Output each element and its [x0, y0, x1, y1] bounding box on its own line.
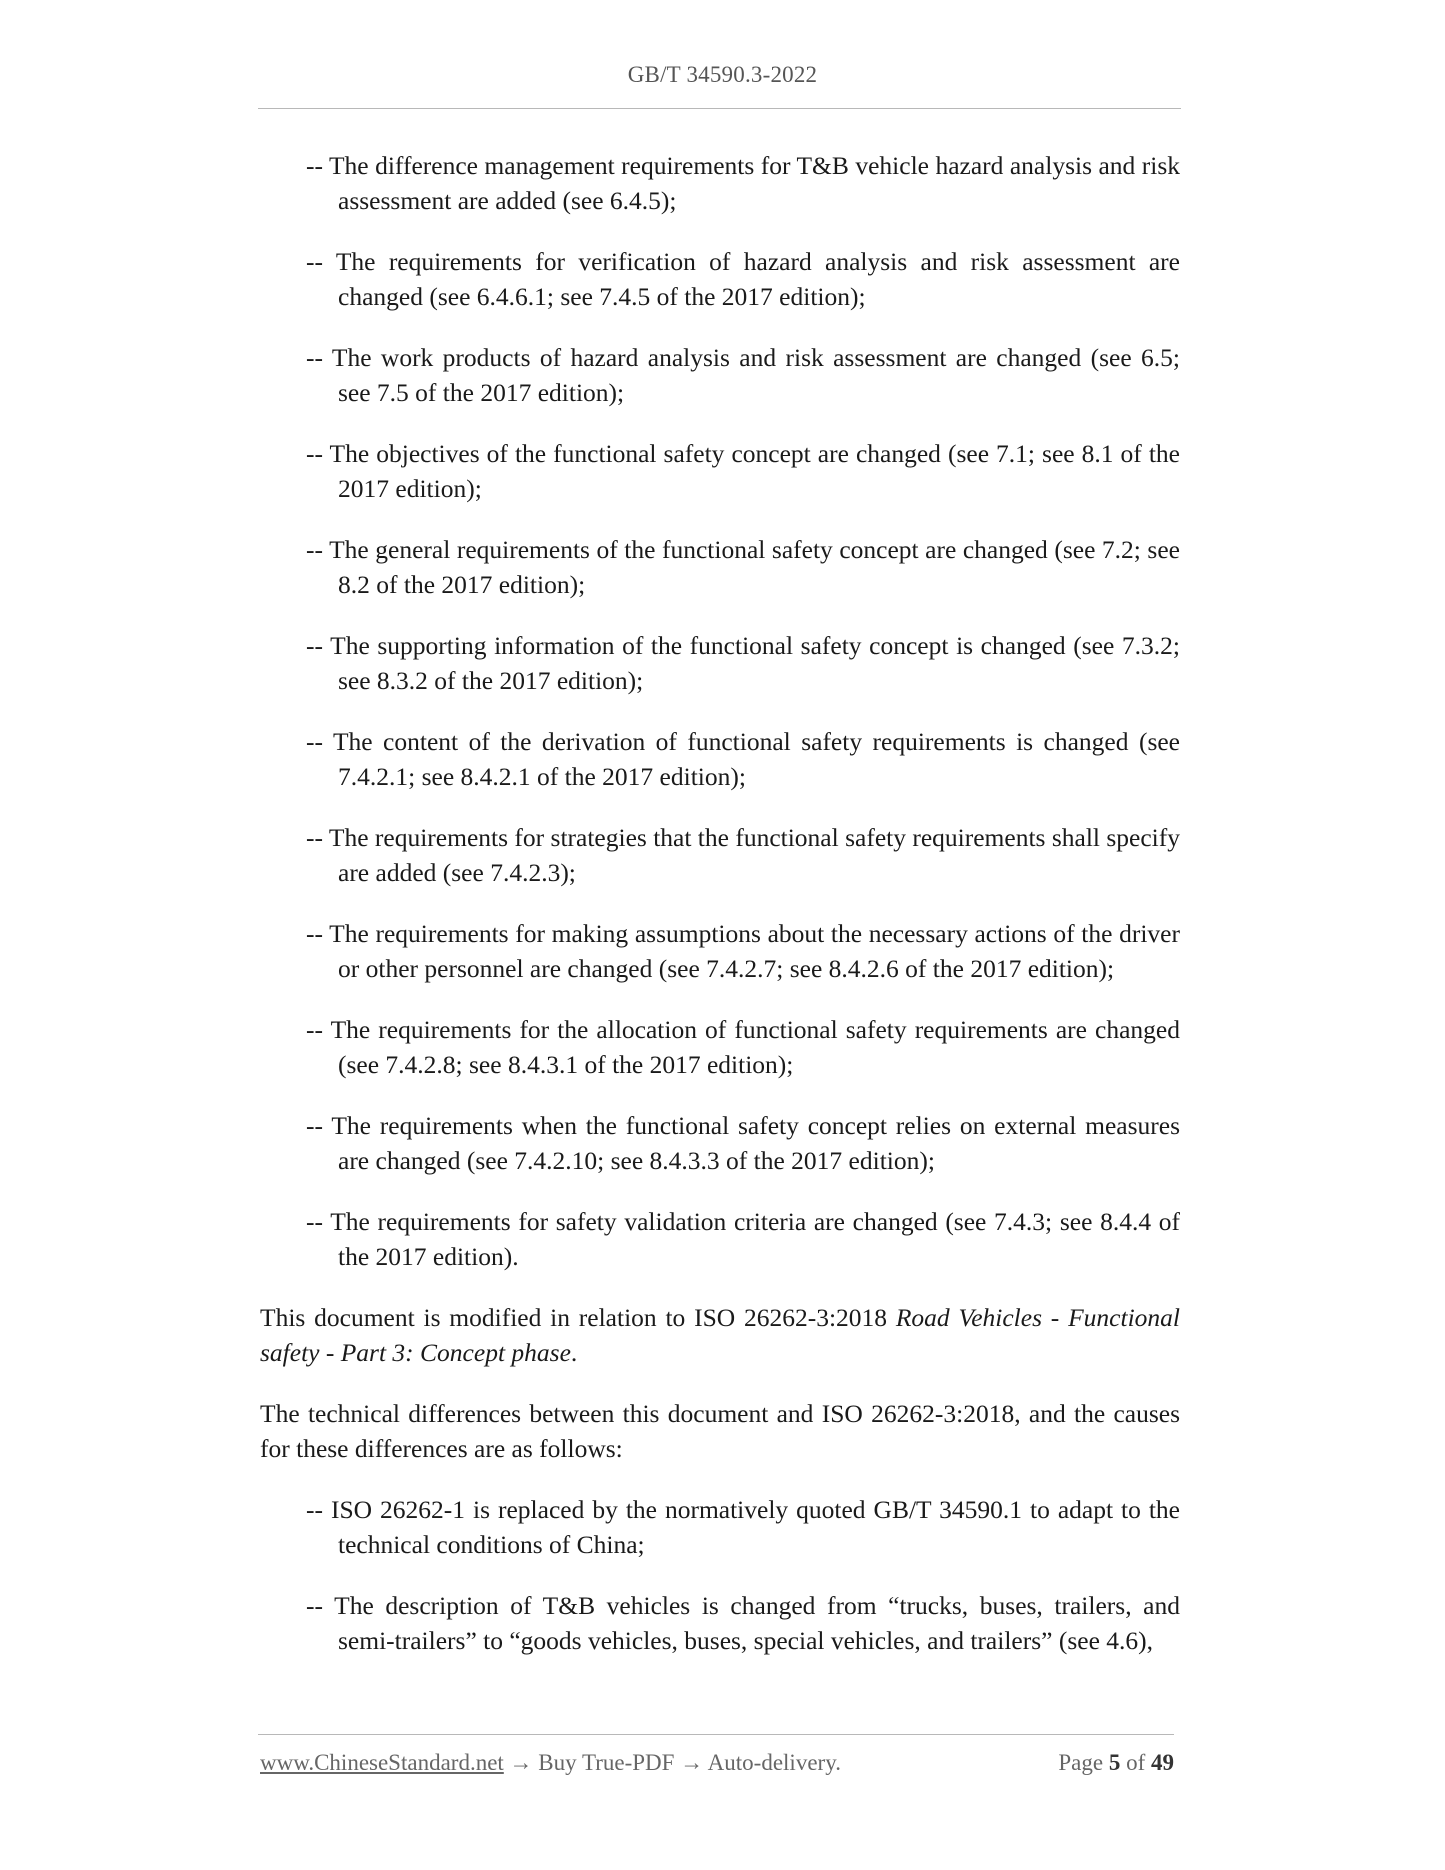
document-code-header: GB/T 34590.3-2022 [627, 62, 818, 87]
list-item: -- The requirements for safety validation criteria are changed (see 7.4.3; see 8.4.4 of the 2017 edition). [306, 1207, 1180, 1271]
page-number [1058, 1750, 1174, 1776]
modification-suffix: . [570, 1338, 578, 1367]
footer-promo [260, 1750, 841, 1776]
auto-delivery-text: Auto-delivery. [707, 1750, 841, 1775]
buy-pdf-text: Buy True-PDF [538, 1750, 675, 1775]
list-item: -- The requirements for strategies that the functional safety requirements shall specify are added (see 7.4.2.3); [306, 823, 1181, 887]
arrow-icon: → [674, 1750, 708, 1775]
list-item: -- The requirements when the functional safety concept relies on external measures are changed (see 7.4.2.10; see 8.4.3.3 of the 2017 edition); [306, 1111, 1180, 1175]
page-content [260, 148, 1180, 1684]
page-label: Page [1058, 1750, 1109, 1775]
list-item: -- The objectives of the functional safety concept are changed (see 7.1; see 8.1 of the 2017 edition); [306, 439, 1180, 503]
list-item: -- The difference management requirements for T&B vehicle hazard analysis and risk assessment are added (see 6.4.5); [306, 151, 1180, 215]
page-current: 5 [1108, 1750, 1121, 1775]
modification-prefix: This document is modified in relation to ISO 26262-3:2018 [260, 1303, 896, 1332]
list-item: -- The requirements for the allocation of functional safety requirements are changed (see 7.4.2.8; see 8.4.3.1 of the 2017 edition); [306, 1015, 1180, 1079]
list-item: -- The content of the derivation of functional safety requirements is changed (see 7.4.2.1; see 8.4.2.1 of the 2017 edition); [306, 727, 1180, 791]
list-item: -- The work products of hazard analysis and risk assessment are changed (see 6.5; see 7.5 of the 2017 edition); [306, 343, 1180, 407]
list-item: -- The general requirements of the functional safety concept are changed (see 7.2; see 8.2 of the 2017 edition); [306, 535, 1180, 599]
technical-differences-intro: The technical differences between this document and ISO 26262-3:2018, and the causes for these differences are as follows: [260, 1399, 1180, 1463]
arrow-icon: → [503, 1750, 539, 1775]
list-item: -- The requirements for verification of hazard analysis and risk assessment are changed (see 6.4.6.1; see 7.4.5 of the 2017 edition); [306, 247, 1180, 311]
list-item: -- The supporting information of the functional safety concept is changed (see 7.3.2; see 8.3.2 of the 2017 edition); [306, 631, 1180, 695]
list-item: -- The requirements for making assumptions about the necessary actions of the driver or other personnel are changed (see 7.4.2.7; see 8.4.2.6 of the 2017 edition); [306, 919, 1180, 983]
website-link[interactable]: www.ChineseStandard.net [260, 1750, 504, 1775]
iso-document-title: Road Vehicles - Functional safety - Part 3: Concept phase [260, 1303, 1180, 1367]
list-item: -- The description of T&B vehicles is changed from “trucks, buses, trailers, and semi-trailers” to “goods vehicles, buses, special vehicles, and trailers” (see 4.6), [306, 1591, 1180, 1655]
footer-divider [258, 1734, 1174, 1735]
page-total: 49 [1151, 1750, 1174, 1775]
modification-statement [260, 1300, 1180, 1370]
list-item: -- ISO 26262-1 is replaced by the normatively quoted GB/T 34590.1 to adapt to the technical conditions of China; [306, 1495, 1180, 1559]
header-divider [258, 108, 1181, 109]
page-of: of [1120, 1750, 1151, 1775]
